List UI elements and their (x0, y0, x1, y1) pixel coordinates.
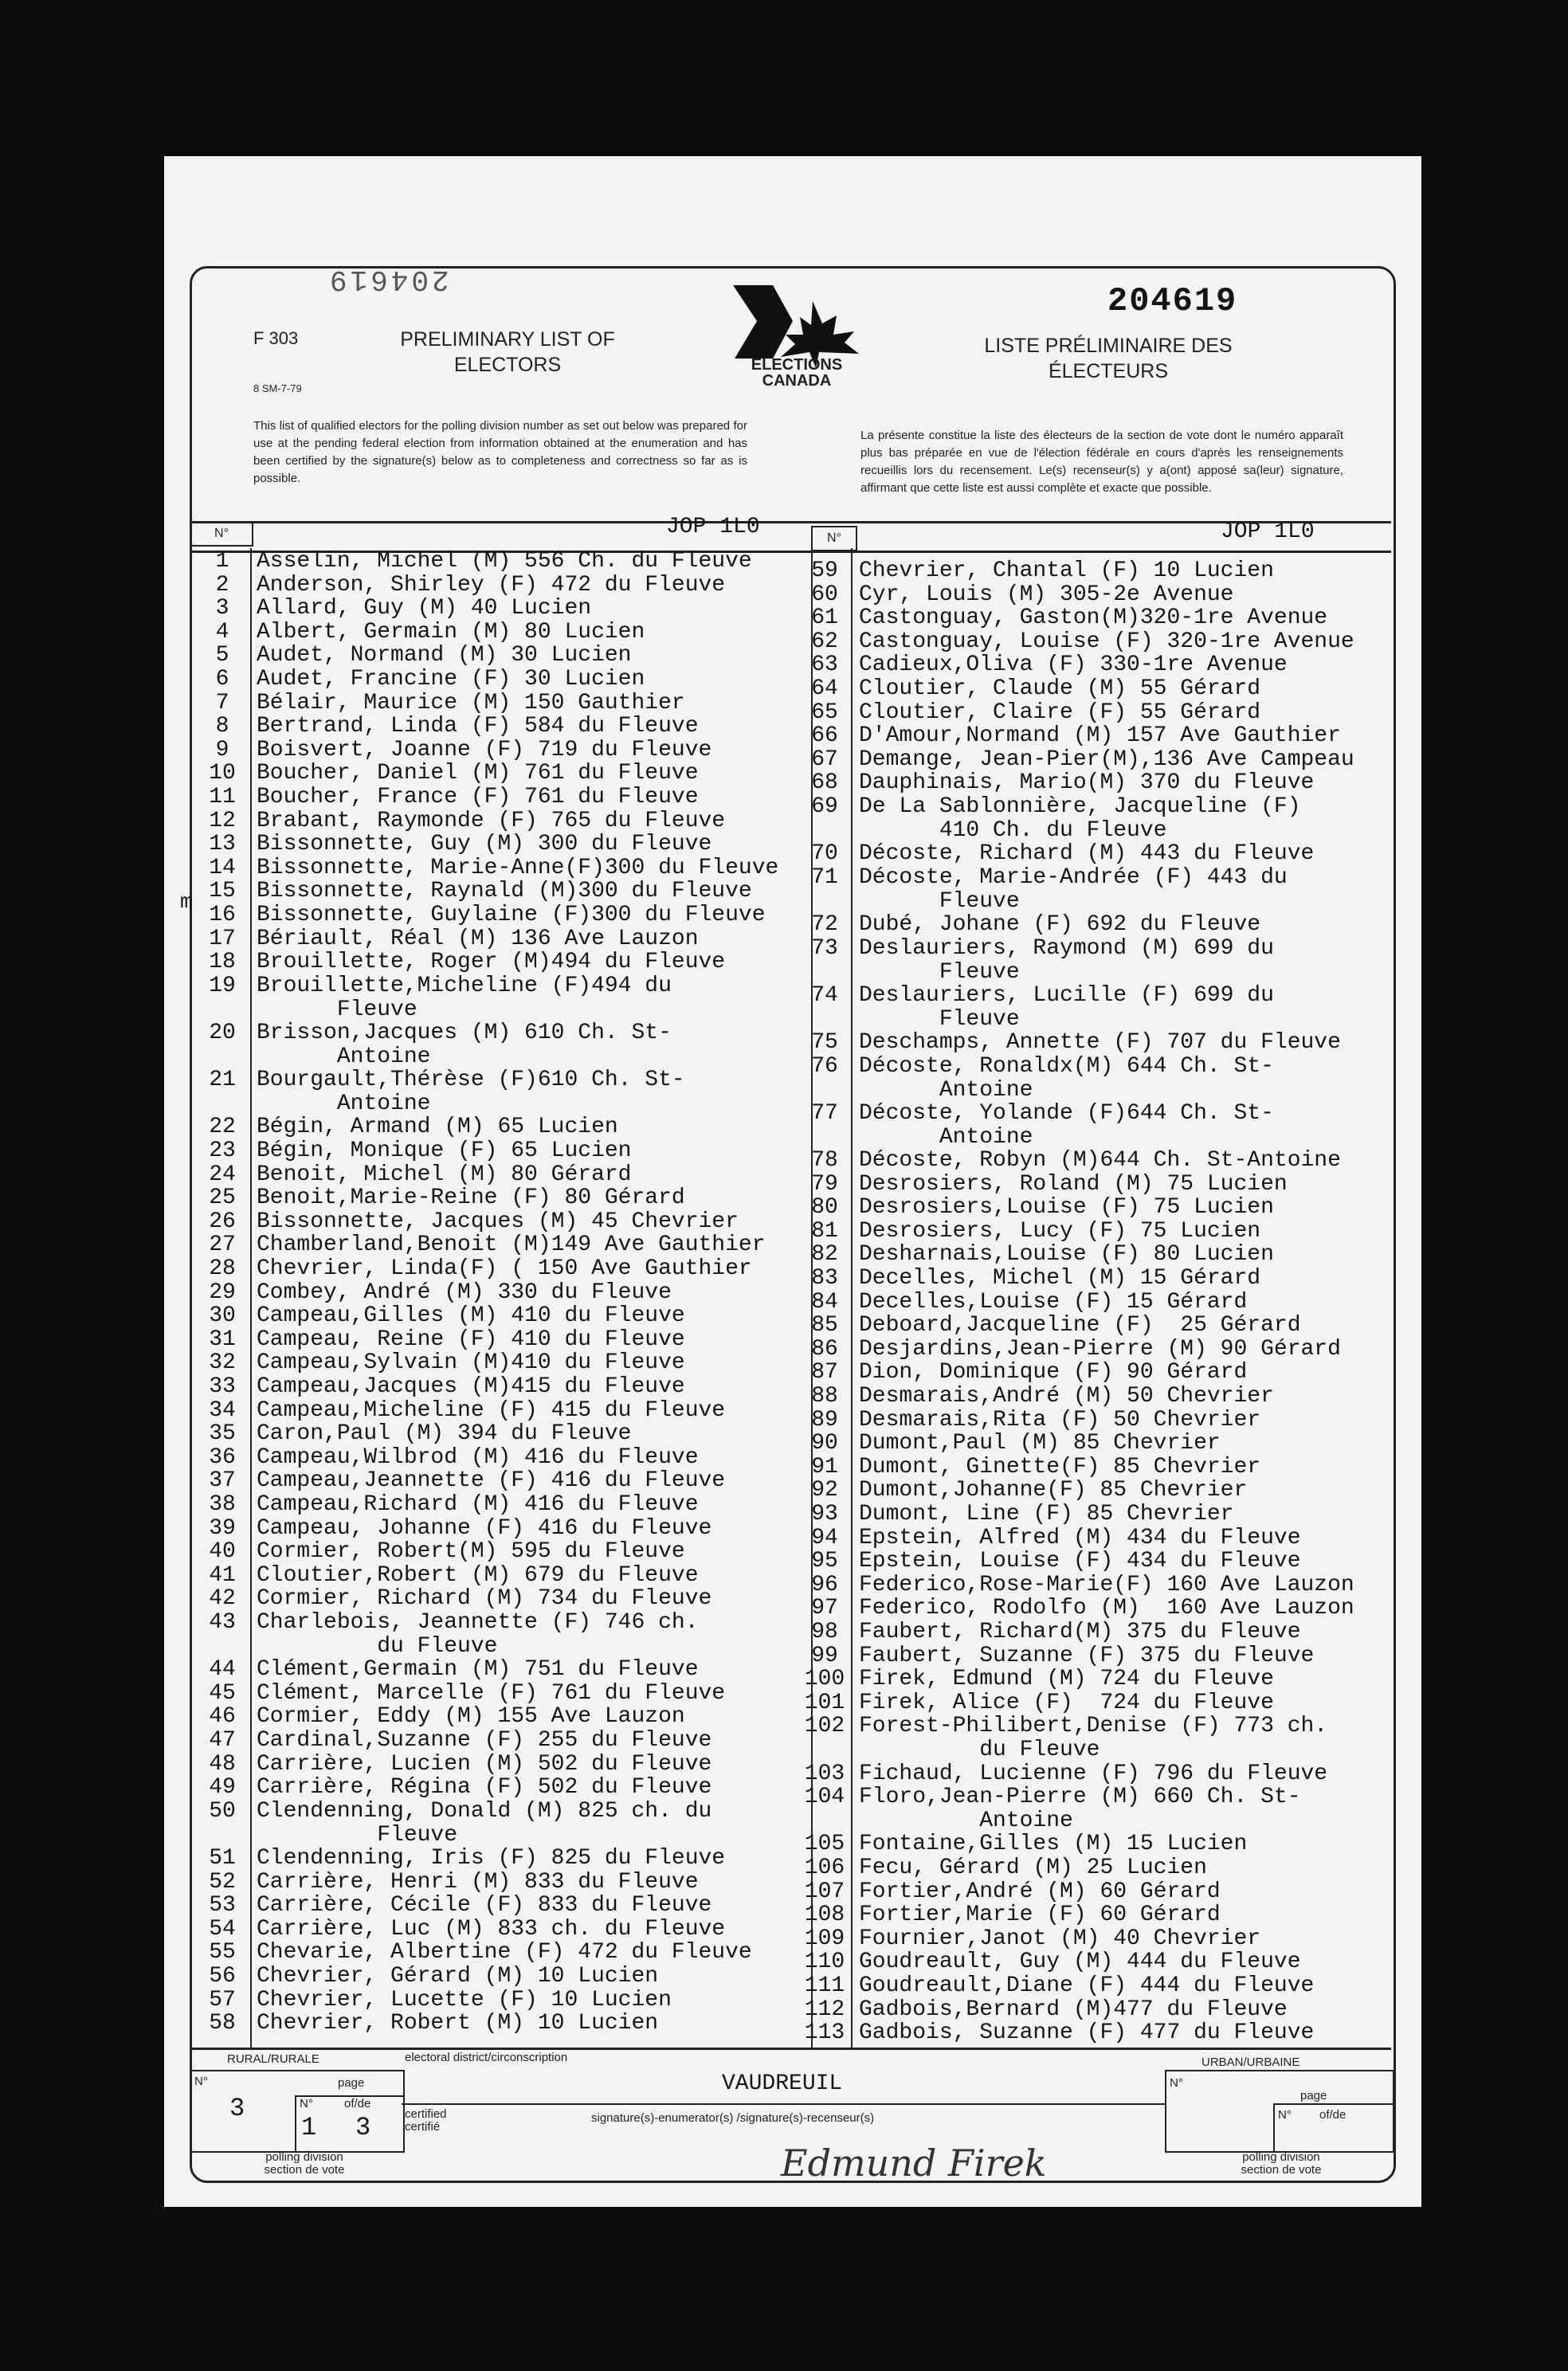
elector-number: 6 (215, 667, 229, 692)
elector-entry: Campeau,Sylvain (M)410 du Fleuve (257, 1350, 685, 1376)
elector-number: 11 (209, 785, 236, 809)
urban-page-no-label: N° (1278, 2108, 1292, 2122)
elector-entry: Desjardins,Jean-Pierre (M) 90 Gérard (859, 1336, 1341, 1362)
page-no-label: N° (300, 2097, 313, 2110)
elector-entry: Federico, Rodolfo (M) 160 Ave Lauzon (859, 1596, 1354, 1621)
urban-no-label: N° (1170, 2076, 1183, 2090)
elector-number: 66 (811, 723, 838, 749)
elector-entry: De La Sablonnière, Jacqueline (F) 410 Ch. du Fleuve (859, 794, 1301, 843)
elector-number: 32 (209, 1350, 236, 1376)
elector-entry: Chevarie, Albertine (F) 472 du Fleuve (257, 1940, 752, 1965)
elector-number: 54 (209, 1916, 236, 1942)
elector-number: 16 (209, 903, 236, 927)
elector-number: 15 (209, 879, 236, 904)
elector-number: 36 (209, 1444, 236, 1470)
serial-number: 204619 (1107, 282, 1238, 320)
elector-number: 24 (209, 1162, 236, 1187)
page-number: 1 (301, 2113, 317, 2142)
urban-of-label: of/de (1319, 2108, 1347, 2122)
elector-number: 92 (811, 1478, 838, 1503)
margin-note: m (180, 890, 193, 914)
elector-entry: Benoit,Marie-Reine (F) 80 Gérard (257, 1186, 685, 1211)
certified-divider (402, 2103, 1166, 2105)
elector-entry: Cadieux,Oliva (F) 330-1re Avenue (859, 653, 1288, 678)
elector-entry: Cormier, Eddy (M) 155 Ave Lauzon (257, 1704, 685, 1730)
elector-entry: Asselin, Michel (M) 556 Ch. du Fleuve (257, 549, 752, 574)
elector-number: 64 (811, 676, 838, 701)
postal-code-right: JOP 1L0 (1221, 519, 1315, 544)
elector-entry: Desrosiers,Louise (F) 75 Lucien (859, 1195, 1274, 1221)
elector-entry: Chevrier, Robert (M) 10 Lucien (257, 2011, 659, 2036)
rural-no-label: N° (194, 2075, 208, 2088)
elector-entry: Chevrier, Lucette (F) 10 Lucien (257, 1987, 672, 2012)
elector-entry: Federico,Rose-Marie(F) 160 Ave Lauzon (859, 1572, 1354, 1597)
elector-number: 85 (811, 1313, 838, 1338)
elector-number: 50 (209, 1798, 236, 1824)
urban-label: URBAN/URBAINE (1201, 2056, 1300, 2069)
elector-number: 112 (804, 1997, 845, 2022)
elector-entry: Clendenning, Iris (F) 825 du Fleuve (257, 1846, 726, 1871)
elector-entry: Desmarais,André (M) 50 Chevrier (859, 1384, 1274, 1409)
elector-entry: Bégin, Monique (F) 65 Lucien (257, 1138, 632, 1163)
elector-entry: Desharnais,Louise (F) 80 Lucien (859, 1242, 1274, 1268)
elector-entry: Goudreault,Diane (F) 444 du Fleuve (859, 1973, 1315, 1998)
elector-number: 91 (811, 1454, 838, 1479)
elector-entry: Decelles,Louise (F) 15 Gérard (859, 1289, 1248, 1315)
elector-entry: Epstein, Louise (F) 434 du Fleuve (859, 1549, 1301, 1574)
elector-entry: Bertrand, Linda (F) 584 du Fleuve (257, 714, 699, 739)
elector-entry: Deschamps, Annette (F) 707 du Fleuve (859, 1030, 1341, 1055)
elector-entry: Campeau,Micheline (F) 415 du Fleuve (257, 1397, 726, 1423)
elector-number: 80 (811, 1195, 838, 1221)
certified-label: certified certifié (405, 2107, 447, 2134)
elector-number: 75 (811, 1030, 838, 1055)
elector-number: 111 (804, 1973, 845, 1998)
elector-entry: Forest-Philibert,Denise (F) 773 ch. du Fleuve (859, 1714, 1328, 1763)
elector-number: 61 (811, 605, 838, 631)
elector-number: 107 (804, 1879, 845, 1904)
rural-page-label: page (338, 2076, 365, 2090)
polling-division-number: 3 (229, 2094, 245, 2123)
elector-number: 39 (209, 1515, 236, 1541)
elector-number: 23 (209, 1138, 236, 1163)
elector-entry: Fournier,Janot (M) 40 Chevrier (859, 1926, 1261, 1951)
elector-entry: Cyr, Louis (M) 305-2e Avenue (859, 582, 1234, 607)
elector-number: 83 (811, 1266, 838, 1291)
elector-number: 51 (209, 1846, 236, 1871)
elector-entry: Castonguay, Gaston(M)320-1re Avenue (859, 605, 1328, 631)
elector-entry: Campeau,Gilles (M) 410 du Fleuve (257, 1303, 685, 1329)
elector-number: 42 (209, 1586, 236, 1612)
elector-entry: Campeau,Jeannette (F) 416 du Fleuve (257, 1468, 726, 1494)
elector-number: 14 (209, 855, 236, 880)
elector-entry: Demange, Jean-Pier(M),136 Ave Campeau (859, 747, 1354, 772)
postal-code-left: JOP 1L0 (666, 515, 760, 539)
elector-number: 98 (811, 1620, 838, 1644)
form-code: 8 SM-7-79 (253, 382, 302, 394)
elector-number: 1 (215, 549, 229, 574)
elector-entry: Firek, Alice (F) 724 du Fleuve (859, 1690, 1274, 1715)
elector-entry: Gadbois,Bernard (M)477 du Fleuve (859, 1997, 1288, 2022)
page-of-label: of/de (344, 2097, 371, 2110)
elector-entry: Clément,Germain (M) 751 du Fleuve (257, 1657, 699, 1683)
elector-entry: Boucher, France (F) 761 du Fleuve (257, 785, 699, 809)
elector-number: 35 (209, 1421, 236, 1447)
elector-number: 37 (209, 1468, 236, 1494)
elector-number: 12 (209, 808, 236, 833)
elector-number: 81 (811, 1218, 838, 1244)
elector-number: 52 (209, 1869, 236, 1895)
elector-entry: Fortier,Marie (F) 60 Gérard (859, 1903, 1221, 1928)
elector-entry: Dumont, Line (F) 85 Chevrier (859, 1502, 1234, 1526)
elector-entry: Dubé, Johane (F) 692 du Fleuve (859, 912, 1261, 937)
elector-number: 106 (804, 1856, 845, 1880)
elector-entry: Audet, Normand (M) 30 Lucien (257, 643, 632, 668)
elector-entry: Bissonnette, Guylaine (F)300 du Fleuve (257, 903, 766, 927)
elector-number: 63 (811, 653, 838, 678)
elector-number: 62 (811, 629, 838, 654)
elector-entry: Charlebois, Jeannette (F) 746 ch. du Fleuve (257, 1610, 699, 1659)
elector-entry: Décoste, Marie-Andrée (F) 443 du Fleuve (859, 864, 1288, 914)
elector-number: 26 (209, 1209, 236, 1234)
elector-entry: Faubert, Suzanne (F) 375 du Fleuve (859, 1643, 1315, 1668)
no-header-right: N° (811, 526, 857, 551)
elector-entry: Floro,Jean-Pierre (M) 660 Ch. St- Antoine (859, 1785, 1301, 1834)
elector-entry: Boucher, Daniel (M) 761 du Fleuve (257, 761, 699, 786)
elector-entry: Allard, Guy (M) 40 Lucien (257, 596, 592, 621)
elector-number: 68 (811, 770, 838, 796)
page-total: 3 (355, 2113, 371, 2142)
elector-entry: Brisson,Jacques (M) 610 Ch. St- Antoine (257, 1021, 672, 1069)
no-header-left: N° (190, 521, 253, 547)
elector-entry: Carrière, Régina (F) 502 du Fleuve (257, 1775, 712, 1801)
elector-entry: Bissonnette, Raynald (M)300 du Fleuve (257, 879, 752, 904)
elector-entry: Epstein, Alfred (M) 434 du Fleuve (859, 1525, 1301, 1550)
elector-number: 7 (215, 690, 229, 715)
elector-entry: Carrière, Cécile (F) 833 du Fleuve (257, 1893, 712, 1918)
elector-entry: Brouillette,Micheline (F)494 du Fleuve (257, 973, 672, 1022)
elector-number: 56 (209, 1964, 236, 1989)
elector-number: 44 (209, 1657, 236, 1683)
elector-number: 33 (209, 1374, 236, 1399)
elector-entry: Boisvert, Joanne (F) 719 du Fleuve (257, 737, 712, 762)
elector-number: 110 (804, 1950, 845, 1975)
elector-entry: Cloutier,Robert (M) 679 du Fleuve (257, 1562, 699, 1588)
elector-number: 34 (209, 1397, 236, 1423)
elector-number: 59 (811, 558, 838, 583)
elector-number: 109 (804, 1926, 845, 1951)
elector-number: 9 (215, 737, 229, 762)
elector-number: 100 (804, 1667, 845, 1692)
elector-number: 40 (209, 1539, 236, 1565)
elector-number: 58 (209, 2011, 236, 2036)
elector-number: 47 (209, 1728, 236, 1753)
elections-canada-logo (717, 285, 876, 394)
elector-number: 113 (804, 2020, 845, 2046)
elector-number: 95 (811, 1549, 838, 1574)
elector-number: 49 (209, 1775, 236, 1801)
elector-number: 90 (811, 1431, 838, 1456)
elector-entry: Bissonnette, Guy (M) 300 du Fleuve (257, 832, 712, 857)
elector-number: 5 (215, 643, 229, 668)
elector-number: 20 (209, 1021, 236, 1045)
elector-number: 18 (209, 950, 236, 975)
elector-entry: Décoste, Richard (M) 443 du Fleuve (859, 841, 1315, 867)
elector-entry: Cardinal,Suzanne (F) 255 du Fleuve (257, 1728, 712, 1753)
elector-entry: Audet, Francine (F) 30 Lucien (257, 667, 645, 692)
elector-number: 103 (804, 1761, 845, 1786)
elector-number: 71 (811, 864, 838, 890)
elector-number: 76 (811, 1053, 838, 1079)
elector-entry: Chevrier, Linda(F) ( 150 Ave Gauthier (257, 1256, 752, 1281)
elector-number: 30 (209, 1303, 236, 1329)
signature-label: signature(s)-enumerator(s) /signature(s)-recenseur(s) (591, 2111, 875, 2125)
elector-entry: Benoit, Michel (M) 80 Gérard (257, 1162, 632, 1187)
elector-entry: Bégin, Armand (M) 65 Lucien (257, 1115, 618, 1140)
elector-number: 41 (209, 1562, 236, 1588)
elector-number: 45 (209, 1680, 236, 1706)
elector-entry: Fontaine,Gilles (M) 15 Lucien (859, 1832, 1248, 1857)
elector-entry: Carrière, Luc (M) 833 ch. du Fleuve (257, 1916, 726, 1942)
elector-number: 53 (209, 1893, 236, 1918)
left-number-divider (250, 548, 252, 2048)
elector-entry: Chevrier, Chantal (F) 10 Lucien (859, 558, 1274, 583)
elector-entry: Bélair, Maurice (M) 150 Gauthier (257, 690, 685, 715)
elector-number: 86 (811, 1336, 838, 1362)
elector-number: 60 (811, 582, 838, 607)
elector-number: 84 (811, 1289, 838, 1315)
elector-entry: Campeau,Richard (M) 416 du Fleuve (257, 1492, 699, 1517)
elector-number: 43 (209, 1610, 236, 1635)
urban-polling-label: polling division section de vote (1241, 2150, 1322, 2177)
elector-entry: Castonguay, Louise (F) 320-1re Avenue (859, 629, 1354, 654)
elector-entry: Gadbois, Suzanne (F) 477 du Fleuve (859, 2020, 1315, 2046)
elector-number: 46 (209, 1704, 236, 1730)
elector-entry: Fichaud, Lucienne (F) 796 du Fleuve (859, 1761, 1328, 1786)
elector-entry: Combey, André (M) 330 du Fleuve (257, 1280, 672, 1305)
elector-number: 88 (811, 1384, 838, 1409)
elector-entry: Albert, Germain (M) 80 Lucien (257, 619, 645, 645)
elector-number: 102 (804, 1714, 845, 1739)
elector-entry: Deslauriers, Lucille (F) 699 du Fleuve (859, 982, 1274, 1032)
urban-page-label: page (1300, 2089, 1327, 2103)
elector-number: 74 (811, 982, 838, 1008)
elector-number: 19 (209, 973, 236, 998)
elector-number: 4 (215, 619, 229, 645)
elector-number: 57 (209, 1987, 236, 2012)
elector-entry: Dumont,Johanne(F) 85 Chevrier (859, 1478, 1248, 1503)
elector-entry: Campeau,Jacques (M)415 du Fleuve (257, 1374, 685, 1399)
elector-number: 8 (215, 714, 229, 739)
elector-number: 94 (811, 1525, 838, 1550)
elector-entry: Dauphinais, Mario(M) 370 du Fleuve (859, 770, 1315, 796)
elector-entry: Goudreault, Guy (M) 444 du Fleuve (859, 1950, 1301, 1975)
elector-number: 29 (209, 1280, 236, 1305)
elector-number: 99 (811, 1643, 838, 1668)
elector-entry: Brouillette, Roger (M)494 du Fleuve (257, 950, 726, 975)
elector-number: 69 (811, 794, 838, 819)
elector-entry: Décoste, Ronaldx(M) 644 Ch. St- Antoine (859, 1053, 1274, 1103)
elector-number: 108 (804, 1903, 845, 1928)
elector-entry: Cloutier, Claude (M) 55 Gérard (859, 676, 1261, 701)
elector-entry: Bourgault,Thérèse (F)610 Ch. St- Antoine (257, 1068, 685, 1117)
elector-entry: Cloutier, Claire (F) 55 Gérard (859, 700, 1261, 725)
elector-entry: Desrosiers, Roland (M) 75 Lucien (859, 1171, 1288, 1197)
title-english: PRELIMINARY LIST OF ELECTORS (400, 328, 615, 376)
elector-entry: Dion, Dominique (F) 90 Gérard (859, 1360, 1248, 1385)
elector-entry: Fortier,André (M) 60 Gérard (859, 1879, 1221, 1904)
elector-number: 73 (811, 935, 838, 961)
intro-english: This list of qualified electors for the polling division number as set out below was prepared for use at the pending federal election from information obtained at the enumeration and has been certified by the signature(s) below as to completeness and correctness so far as is possible. (253, 419, 747, 485)
elector-entry: Chamberland,Benoit (M)149 Ave Gauthier (257, 1233, 766, 1258)
elector-entry: Dumont,Paul (M) 85 Chevrier (859, 1431, 1221, 1456)
title-french: LISTE PRÉLIMINAIRE DES ÉLECTEURS (984, 335, 1233, 382)
elector-number: 82 (811, 1242, 838, 1268)
rural-label: RURAL/RURALE (227, 2052, 319, 2066)
elector-entry: Décoste, Robyn (M)644 Ch. St-Antoine (859, 1148, 1341, 1173)
elector-number: 96 (811, 1572, 838, 1597)
elector-entry: Deboard,Jacqueline (F) 25 Gérard (859, 1313, 1301, 1338)
district-name: VAUDREUIL (722, 2071, 843, 2096)
elector-number: 77 (811, 1100, 838, 1126)
elector-number: 87 (811, 1360, 838, 1385)
upside-down-stamp: 204619 (327, 263, 449, 296)
elector-entry: Faubert, Richard(M) 375 du Fleuve (859, 1620, 1301, 1644)
elector-entry: D'Amour,Normand (M) 157 Ave Gauthier (859, 723, 1341, 749)
enumerator-signature: Edmund Firek (781, 2142, 1047, 2185)
elector-number: 25 (209, 1186, 236, 1211)
elector-number: 27 (209, 1233, 236, 1258)
elector-entry: Campeau, Johanne (F) 416 du Fleuve (257, 1515, 712, 1541)
elector-number: 22 (209, 1115, 236, 1140)
elector-entry: Bériault, Réal (M) 136 Ave Lauzon (257, 926, 699, 951)
elector-number: 78 (811, 1148, 838, 1173)
elector-number: 67 (811, 747, 838, 772)
elector-entry: Fecu, Gérard (M) 25 Lucien (859, 1856, 1207, 1880)
elector-entry: Clément, Marcelle (F) 761 du Fleuve (257, 1680, 726, 1706)
form-number: F 303 (253, 328, 299, 348)
elector-number: 31 (209, 1327, 236, 1352)
elector-number: 101 (804, 1690, 845, 1715)
elector-number: 48 (209, 1751, 236, 1777)
elector-number: 104 (804, 1785, 845, 1810)
elector-number: 105 (804, 1832, 845, 1857)
logo-text: ELECTIONS CANADA (751, 356, 843, 390)
intro-french: La présente constitue la liste des électeurs de la section de vote dont le numéro apparaît plus bas préparée en vue de l'élection fédérale en cours d'après les renseignements recueillis lors du recensement. Le(s) recenseur(s) y a(ont) apposé sa(leur) signature, affirmant que cette liste est aussi complète et exacte que possible. (860, 429, 1343, 495)
elector-entry: Deslauriers, Raymond (M) 699 du Fleuve (859, 935, 1274, 985)
elector-entry: Desrosiers, Lucy (F) 75 Lucien (859, 1218, 1261, 1244)
elector-number: 93 (811, 1502, 838, 1526)
elector-number: 72 (811, 912, 838, 937)
elector-entry: Caron,Paul (M) 394 du Fleuve (257, 1421, 632, 1447)
elector-number: 21 (209, 1068, 236, 1093)
polling-division-label: polling division section de vote (264, 2150, 345, 2177)
elector-entry: Bissonnette, Jacques (M) 45 Chevrier (257, 1209, 739, 1234)
elector-number: 10 (209, 761, 236, 786)
elector-entry: Desmarais,Rita (F) 50 Chevrier (859, 1407, 1261, 1432)
elector-number: 65 (811, 700, 838, 725)
elector-entry: Bissonnette, Marie-Anne(F)300 du Fleuve (257, 855, 779, 880)
elector-number: 2 (215, 572, 229, 598)
elector-number: 79 (811, 1171, 838, 1197)
elector-number: 13 (209, 832, 236, 857)
elector-number: 17 (209, 926, 236, 951)
elector-number: 38 (209, 1492, 236, 1517)
elector-entry: Campeau, Reine (F) 410 du Fleuve (257, 1327, 685, 1352)
elector-entry: Décoste, Yolande (F)644 Ch. St- Antoine (859, 1100, 1274, 1150)
elector-number: 70 (811, 841, 838, 867)
elector-entry: Clendenning, Donald (M) 825 ch. du Fleuve (257, 1798, 712, 1848)
elector-entry: Campeau,Wilbrod (M) 416 du Fleuve (257, 1444, 699, 1470)
elector-number: 55 (209, 1940, 236, 1965)
elector-entry: Cormier, Robert(M) 595 du Fleuve (257, 1539, 685, 1565)
elector-entry: Cormier, Richard (M) 734 du Fleuve (257, 1586, 712, 1612)
elector-number: 3 (215, 596, 229, 621)
elector-entry: Carrière, Henri (M) 833 du Fleuve (257, 1869, 699, 1895)
elector-entry: Anderson, Shirley (F) 472 du Fleuve (257, 572, 726, 598)
elector-entry: Carrière, Lucien (M) 502 du Fleuve (257, 1751, 712, 1777)
elector-entry: Brabant, Raymonde (F) 765 du Fleuve (257, 808, 726, 833)
elector-entry: Firek, Edmund (M) 724 du Fleuve (859, 1667, 1274, 1692)
elector-number: 97 (811, 1596, 838, 1621)
elector-number: 28 (209, 1256, 236, 1281)
elector-entry: Decelles, Michel (M) 15 Gérard (859, 1266, 1261, 1291)
district-label: electoral district/circonscription (405, 2051, 568, 2064)
elector-number: 89 (811, 1407, 838, 1432)
elector-entry: Dumont, Ginette(F) 85 Chevrier (859, 1454, 1261, 1479)
elector-entry: Chevrier, Gérard (M) 10 Lucien (257, 1964, 659, 1989)
